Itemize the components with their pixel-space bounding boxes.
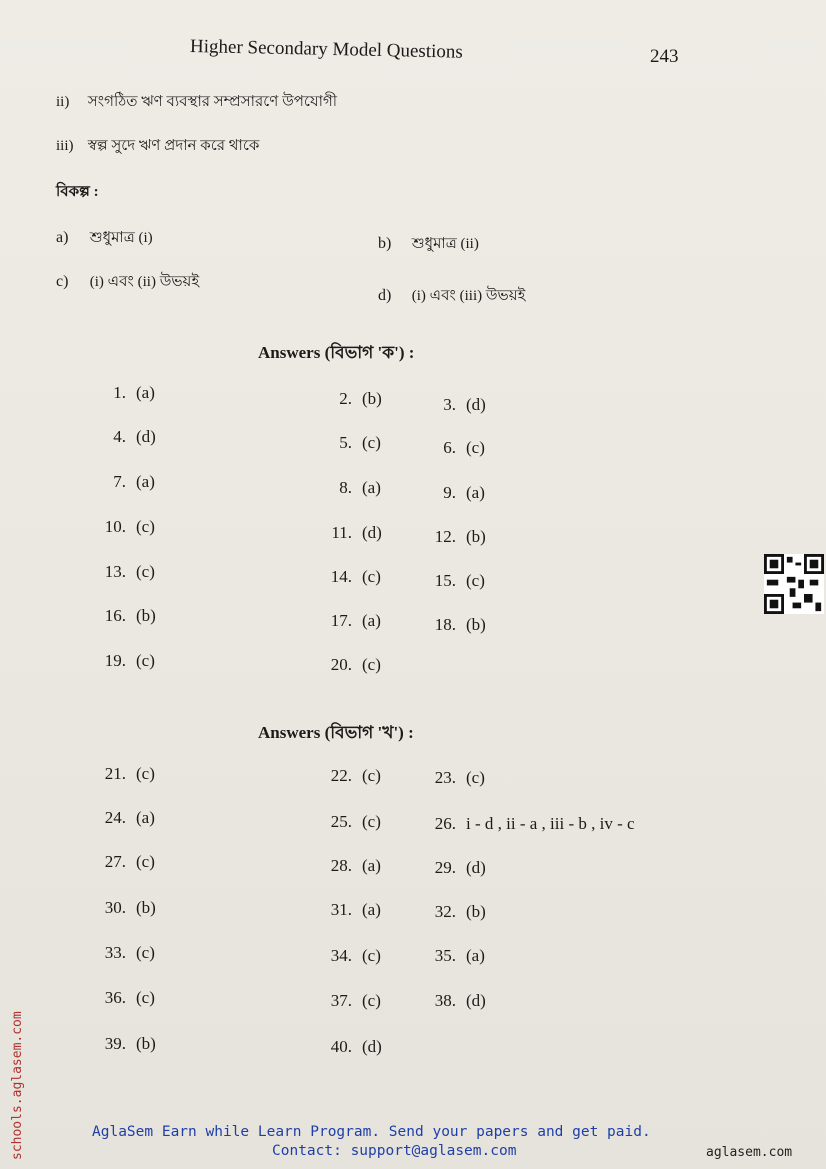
answer-item — [92, 943, 155, 963]
answer-value: (b) — [136, 606, 156, 625]
option-label: c) — [56, 273, 69, 290]
answer-number: 6. — [443, 438, 456, 457]
answer-number: 22. — [330, 766, 352, 785]
answer-number: 24. — [104, 808, 126, 827]
answer-item — [422, 858, 486, 878]
answer-item — [92, 517, 155, 537]
answer-number: 35. — [434, 946, 456, 965]
answer-item — [318, 389, 382, 409]
answer-number: 34. — [330, 946, 352, 965]
answer-value: (a) — [362, 478, 381, 497]
answer-number: 17. — [330, 611, 352, 630]
option-label: d) — [378, 287, 392, 304]
section-b-title: Answers (বিভাগ 'খ') : — [258, 723, 414, 742]
footer-contact-text: Contact: support@aglasem.com — [272, 1143, 517, 1159]
answer-number: 39. — [104, 1034, 126, 1053]
answer-item — [318, 655, 381, 675]
option-d — [378, 284, 525, 309]
answer-value: (b) — [466, 615, 486, 634]
answer-number: 40. — [330, 1037, 352, 1056]
answer-number: 27. — [104, 852, 126, 871]
answer-value: (d) — [466, 991, 486, 1010]
answer-value: (b) — [466, 902, 486, 921]
answer-item — [318, 946, 381, 966]
option-text: শুধুমাত্র (i) — [89, 230, 153, 246]
answer-value: (c) — [362, 567, 381, 586]
option-a — [56, 226, 153, 251]
answer-number: 38. — [434, 991, 456, 1010]
footer-site-link: aglasem.com — [706, 1145, 793, 1160]
side-watermark-url: schools.aglasem.com — [10, 1011, 25, 1160]
answer-item — [422, 571, 485, 591]
answer-number: 12. — [434, 527, 456, 546]
option-text: (i) এবং (ii) উভয়ই — [89, 274, 200, 290]
answer-item — [422, 768, 485, 788]
answer-value: (c) — [136, 562, 155, 581]
answer-number: 2. — [339, 389, 352, 408]
answer-item — [318, 991, 381, 1011]
answer-item — [92, 472, 155, 492]
answer-value: (c) — [136, 988, 155, 1007]
answer-number: 14. — [330, 567, 352, 586]
answer-number: 5. — [339, 433, 352, 452]
answer-number: 15. — [434, 571, 456, 590]
answer-item — [318, 766, 381, 786]
answer-value: (c) — [136, 852, 155, 871]
answer-value: (a) — [136, 472, 155, 491]
statement-ii — [56, 90, 337, 115]
answer-item — [92, 383, 155, 403]
answer-item — [92, 427, 156, 447]
answer-value: i - d , ii - a , iii - b , iv - c — [466, 814, 635, 833]
option-label: a) — [56, 229, 69, 246]
section-a-title: Answers (বিভাগ 'ক') : — [258, 343, 415, 362]
answer-item — [422, 615, 486, 635]
answer-value: (a) — [466, 946, 485, 965]
answer-number: 29. — [434, 858, 456, 877]
statement-text: স্বল্প সুদে ঋণ প্রদান করে থাকে — [87, 138, 260, 154]
statement-roman: ii) — [56, 94, 70, 110]
qr-code-icon — [764, 554, 824, 614]
answer-value: (c) — [466, 438, 485, 457]
answer-number: 3. — [443, 395, 456, 414]
answer-item — [92, 898, 156, 918]
answer-item — [318, 523, 382, 543]
answer-value: (d) — [466, 395, 486, 414]
answer-value: (d) — [362, 523, 382, 542]
answer-item — [92, 562, 155, 582]
answer-item — [92, 651, 155, 671]
page-header-title: Higher Secondary Model Questions — [189, 36, 463, 63]
answer-number: 18. — [434, 615, 456, 634]
answer-value: (c) — [466, 768, 485, 787]
answer-value: (c) — [362, 946, 381, 965]
answer-value: (c) — [136, 764, 155, 783]
statement-iii — [56, 134, 259, 159]
answer-number: 8. — [339, 478, 352, 497]
answer-number: 11. — [331, 523, 352, 542]
answer-number: 28. — [330, 856, 352, 875]
answer-number: 32. — [434, 902, 456, 921]
answer-number: 30. — [104, 898, 126, 917]
answer-item — [422, 814, 635, 834]
answer-item — [92, 852, 155, 872]
answer-value: (c) — [362, 655, 381, 674]
answer-item — [92, 988, 155, 1008]
option-b — [378, 232, 479, 257]
answer-value: (d) — [136, 427, 156, 446]
answer-value: (c) — [362, 766, 381, 785]
answer-item — [422, 946, 485, 966]
answer-number: 4. — [113, 427, 126, 446]
answer-item — [422, 991, 486, 1011]
answer-number: 19. — [104, 651, 126, 670]
answer-item — [318, 567, 381, 587]
answer-number: 36. — [104, 988, 126, 1007]
answer-item — [318, 812, 381, 832]
answer-item — [318, 433, 381, 453]
answer-item — [318, 1037, 382, 1057]
option-c — [56, 270, 199, 295]
answer-number: 16. — [104, 606, 126, 625]
answer-value: (c) — [136, 517, 155, 536]
answer-number: 13. — [104, 562, 126, 581]
answer-value: (c) — [136, 651, 155, 670]
answer-value: (c) — [362, 812, 381, 831]
answer-item — [318, 611, 381, 631]
answer-item — [422, 902, 486, 922]
answer-value: (a) — [362, 900, 381, 919]
answer-value: (c) — [136, 943, 155, 962]
answer-value: (b) — [362, 389, 382, 408]
answer-value: (b) — [466, 527, 486, 546]
option-label: b) — [378, 235, 392, 252]
answer-item — [318, 478, 381, 498]
answer-number: 21. — [104, 764, 126, 783]
option-text: (i) এবং (iii) উভয়ই — [411, 288, 526, 304]
answer-number: 9. — [443, 483, 456, 502]
answer-number: 10. — [104, 517, 126, 536]
answer-number: 31. — [330, 900, 352, 919]
page-number: 243 — [650, 46, 679, 67]
options-heading: বিকল্প : — [56, 184, 99, 200]
answer-item — [92, 1034, 156, 1054]
answer-value: (c) — [362, 991, 381, 1010]
answer-number: 26. — [434, 814, 456, 833]
statement-text: সংগঠিত ঋণ ব্যবস্থার সম্প্রসারণে উপযোগী — [87, 94, 338, 110]
answer-value: (a) — [466, 483, 485, 502]
answer-item — [92, 606, 156, 626]
answer-value: (c) — [466, 571, 485, 590]
answer-item — [422, 483, 485, 503]
option-text: শুধুমাত্র (ii) — [411, 236, 479, 252]
answer-item — [92, 808, 155, 828]
answer-value: (c) — [362, 433, 381, 452]
answer-value: (a) — [136, 383, 155, 402]
answer-number: 37. — [330, 991, 352, 1010]
footer-promo-text: AglaSem Earn while Learn Program. Send your papers and get paid. — [92, 1124, 651, 1140]
answer-value: (a) — [362, 856, 381, 875]
answer-number: 20. — [330, 655, 352, 674]
answer-item — [422, 395, 486, 415]
answer-value: (a) — [362, 611, 381, 630]
answer-number: 33. — [104, 943, 126, 962]
answer-value: (d) — [466, 858, 486, 877]
answer-item — [92, 764, 155, 784]
answer-value: (a) — [136, 808, 155, 827]
answer-value: (b) — [136, 898, 156, 917]
answer-number: 25. — [330, 812, 352, 831]
answer-item — [318, 856, 381, 876]
answer-item — [422, 527, 486, 547]
answer-value: (b) — [136, 1034, 156, 1053]
answer-number: 1. — [113, 383, 126, 402]
answer-value: (d) — [362, 1037, 382, 1056]
answer-number: 7. — [113, 472, 126, 491]
answer-number: 23. — [434, 768, 456, 787]
answer-item — [422, 438, 485, 458]
statement-roman: iii) — [56, 138, 74, 154]
answer-item — [318, 900, 381, 920]
